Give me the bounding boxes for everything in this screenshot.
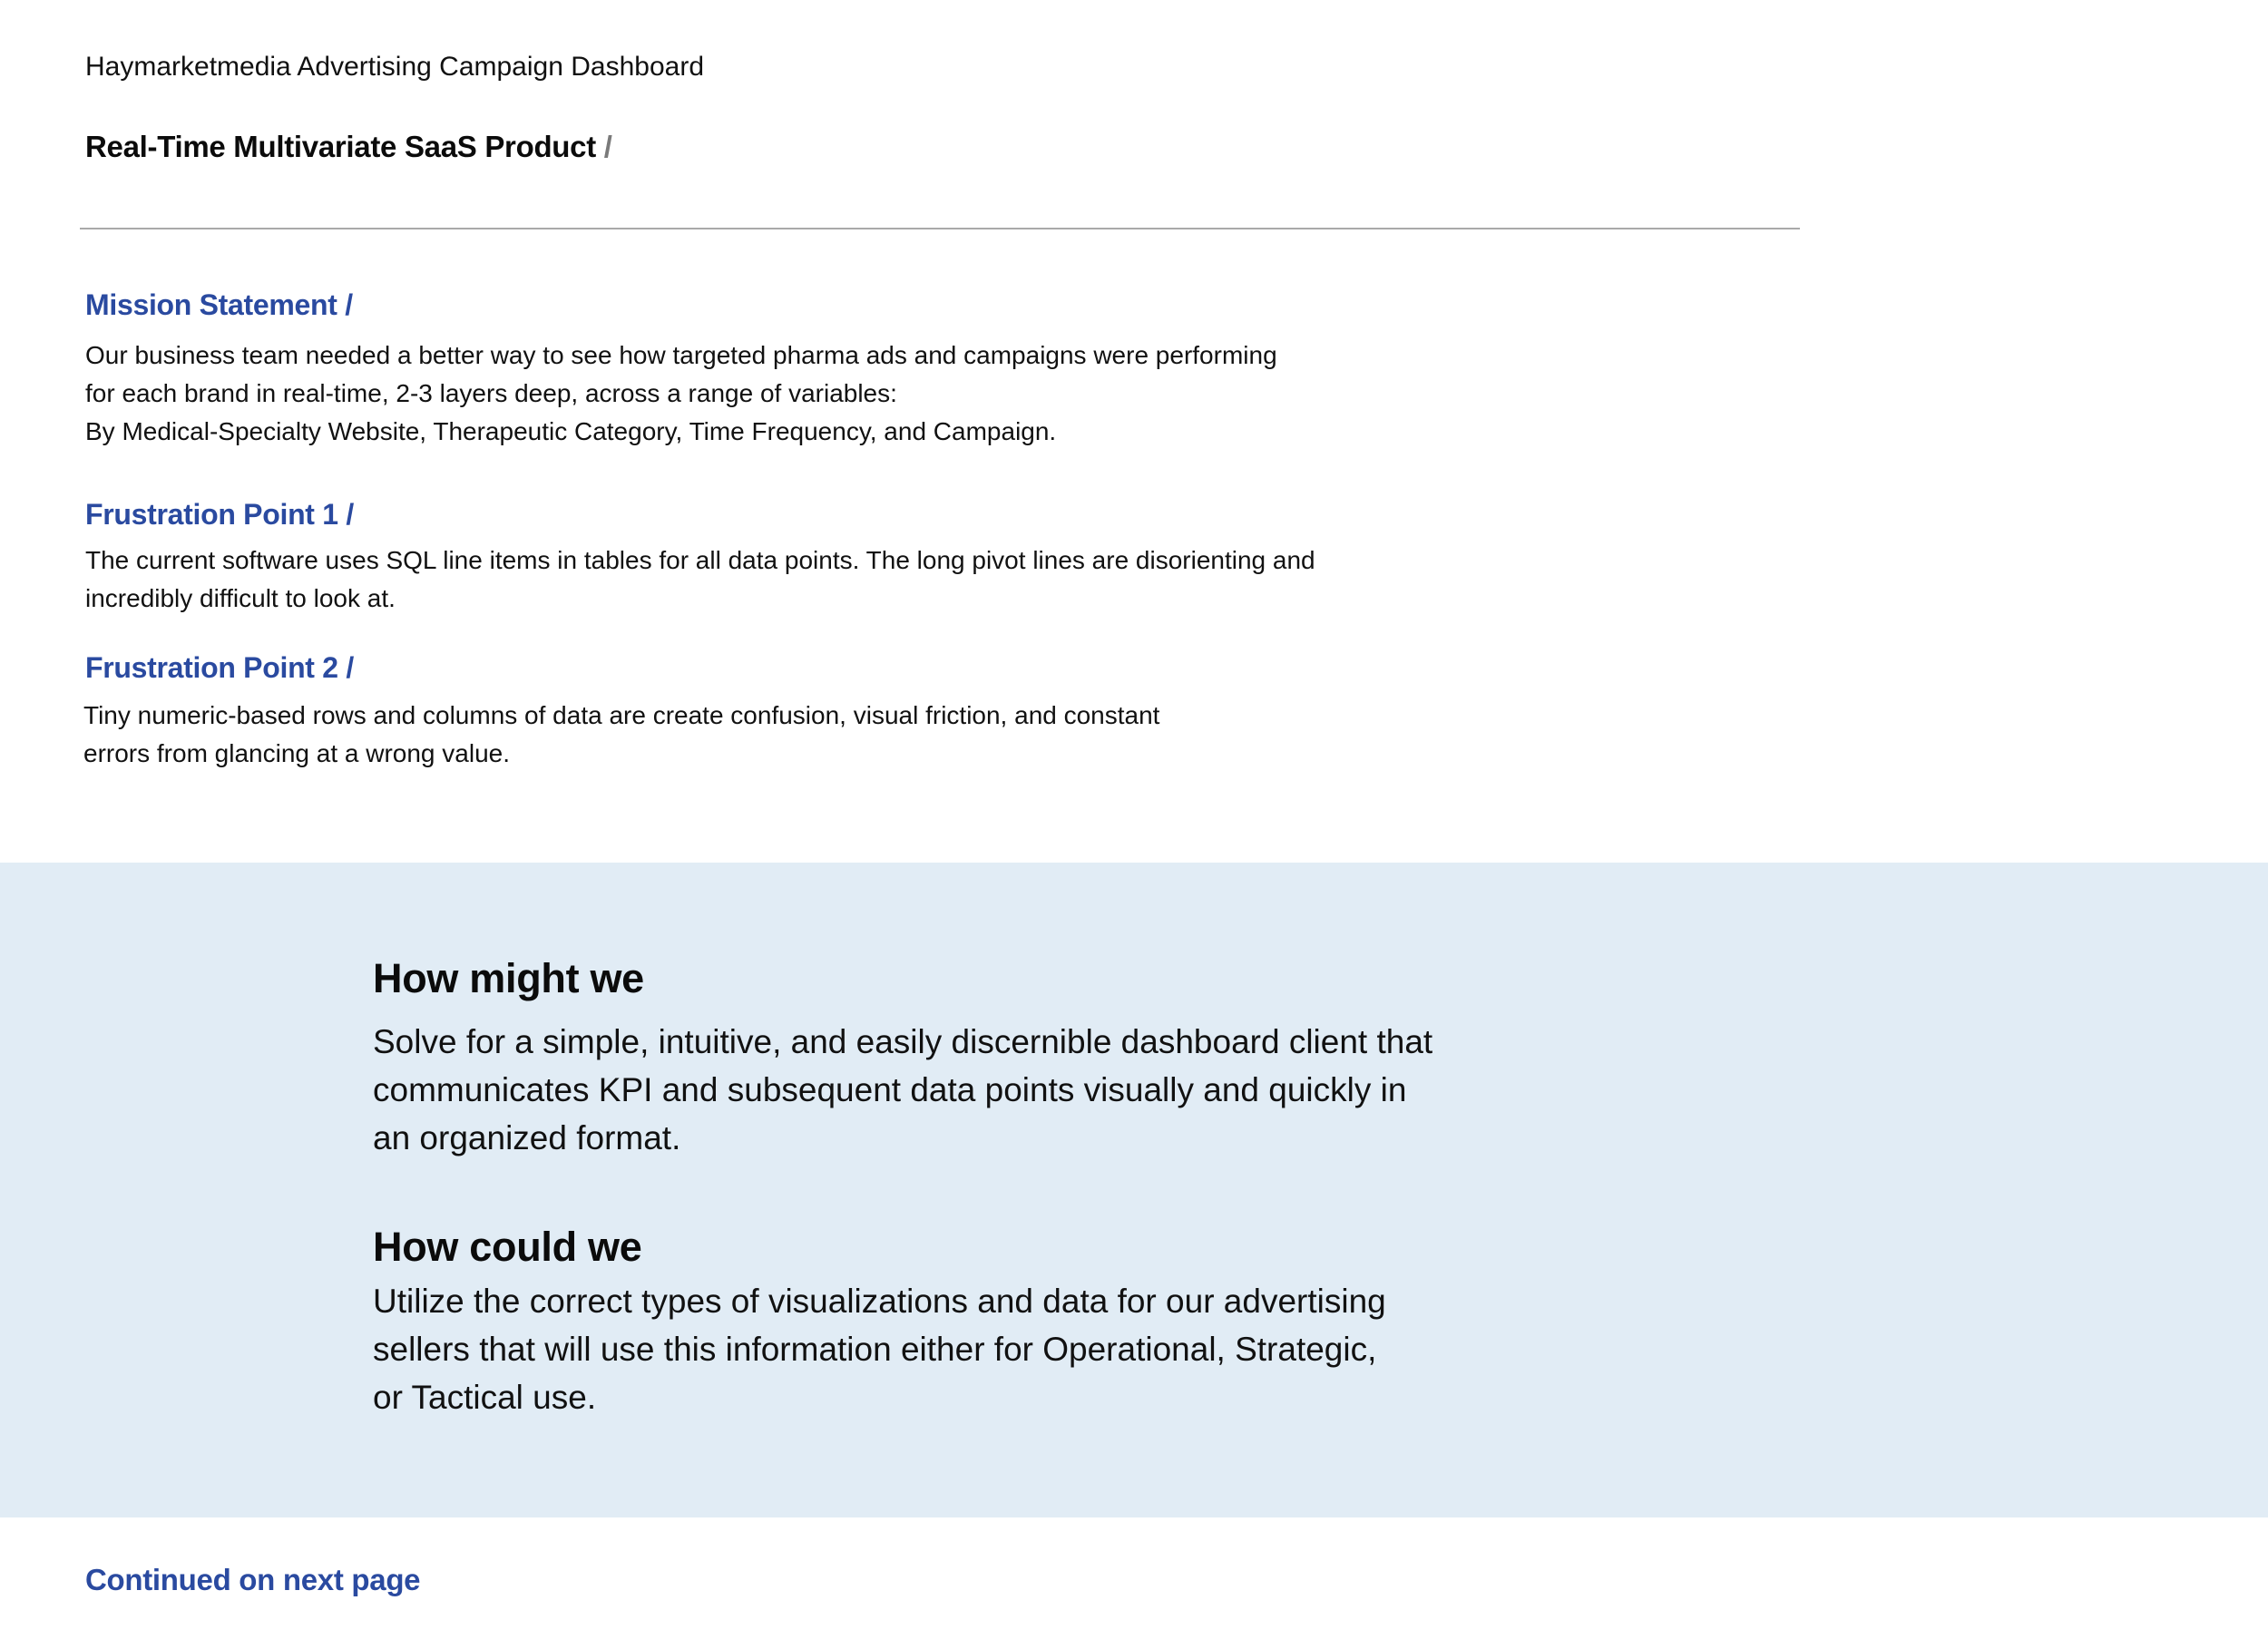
frustration-point-1-body (85, 542, 1315, 618)
how-could-we-line: sellers that will use this information either for Operational, Strategic, (373, 1331, 1377, 1368)
mission-statement-heading: Mission Statement / (85, 288, 353, 321)
frustration-point-1-heading: Frustration Point 1 / (85, 498, 354, 531)
product-title (85, 129, 612, 165)
frustration-point-2-line: Tiny numeric-based rows and columns of data are create confusion, visual friction, and constant (83, 701, 1160, 729)
how-might-we-body (373, 1018, 1432, 1162)
frustration-point-1-line: The current software uses SQL line items in tables for all data points. The long pivot lines are disorienting and (85, 546, 1315, 574)
document-title: Haymarketmedia Advertising Campaign Dashboard (85, 52, 705, 82)
how-could-we-line: Utilize the correct types of visualizations and data for our advertising (373, 1283, 1386, 1320)
how-could-we-body (373, 1277, 1386, 1421)
header-divider (80, 228, 1800, 229)
mission-statement-line: Our business team needed a better way to see how targeted pharma ads and campaigns were performing (85, 341, 1277, 369)
mission-statement-line: By Medical-Specialty Website, Therapeutic Category, Time Frequency, and Campaign. (85, 417, 1057, 445)
frustration-point-1-line: incredibly difficult to look at. (85, 584, 396, 612)
how-might-we-line: communicates KPI and subsequent data points visually and quickly in (373, 1071, 1407, 1108)
frustration-point-2-line: errors from glancing at a wrong value. (83, 739, 510, 767)
how-might-we-line: an organized format. (373, 1119, 681, 1156)
frustration-point-2-heading: Frustration Point 2 / (85, 651, 354, 684)
product-title-slash: / (603, 130, 612, 163)
how-could-we-line: or Tactical use. (373, 1379, 597, 1416)
frustration-point-2-body (83, 697, 1159, 773)
mission-statement-line: for each brand in real-time, 2-3 layers deep, across a range of variables: (85, 379, 897, 407)
continued-on-next-page-link[interactable]: Continued on next page (85, 1563, 421, 1596)
how-could-we-heading: How could we (373, 1224, 642, 1270)
product-title-text: Real-Time Multivariate SaaS Product (85, 130, 596, 163)
mission-statement-body (85, 337, 1277, 451)
how-might-we-heading: How might we (373, 955, 644, 1001)
how-might-we-line: Solve for a simple, intuitive, and easily discernible dashboard client that (373, 1023, 1433, 1060)
